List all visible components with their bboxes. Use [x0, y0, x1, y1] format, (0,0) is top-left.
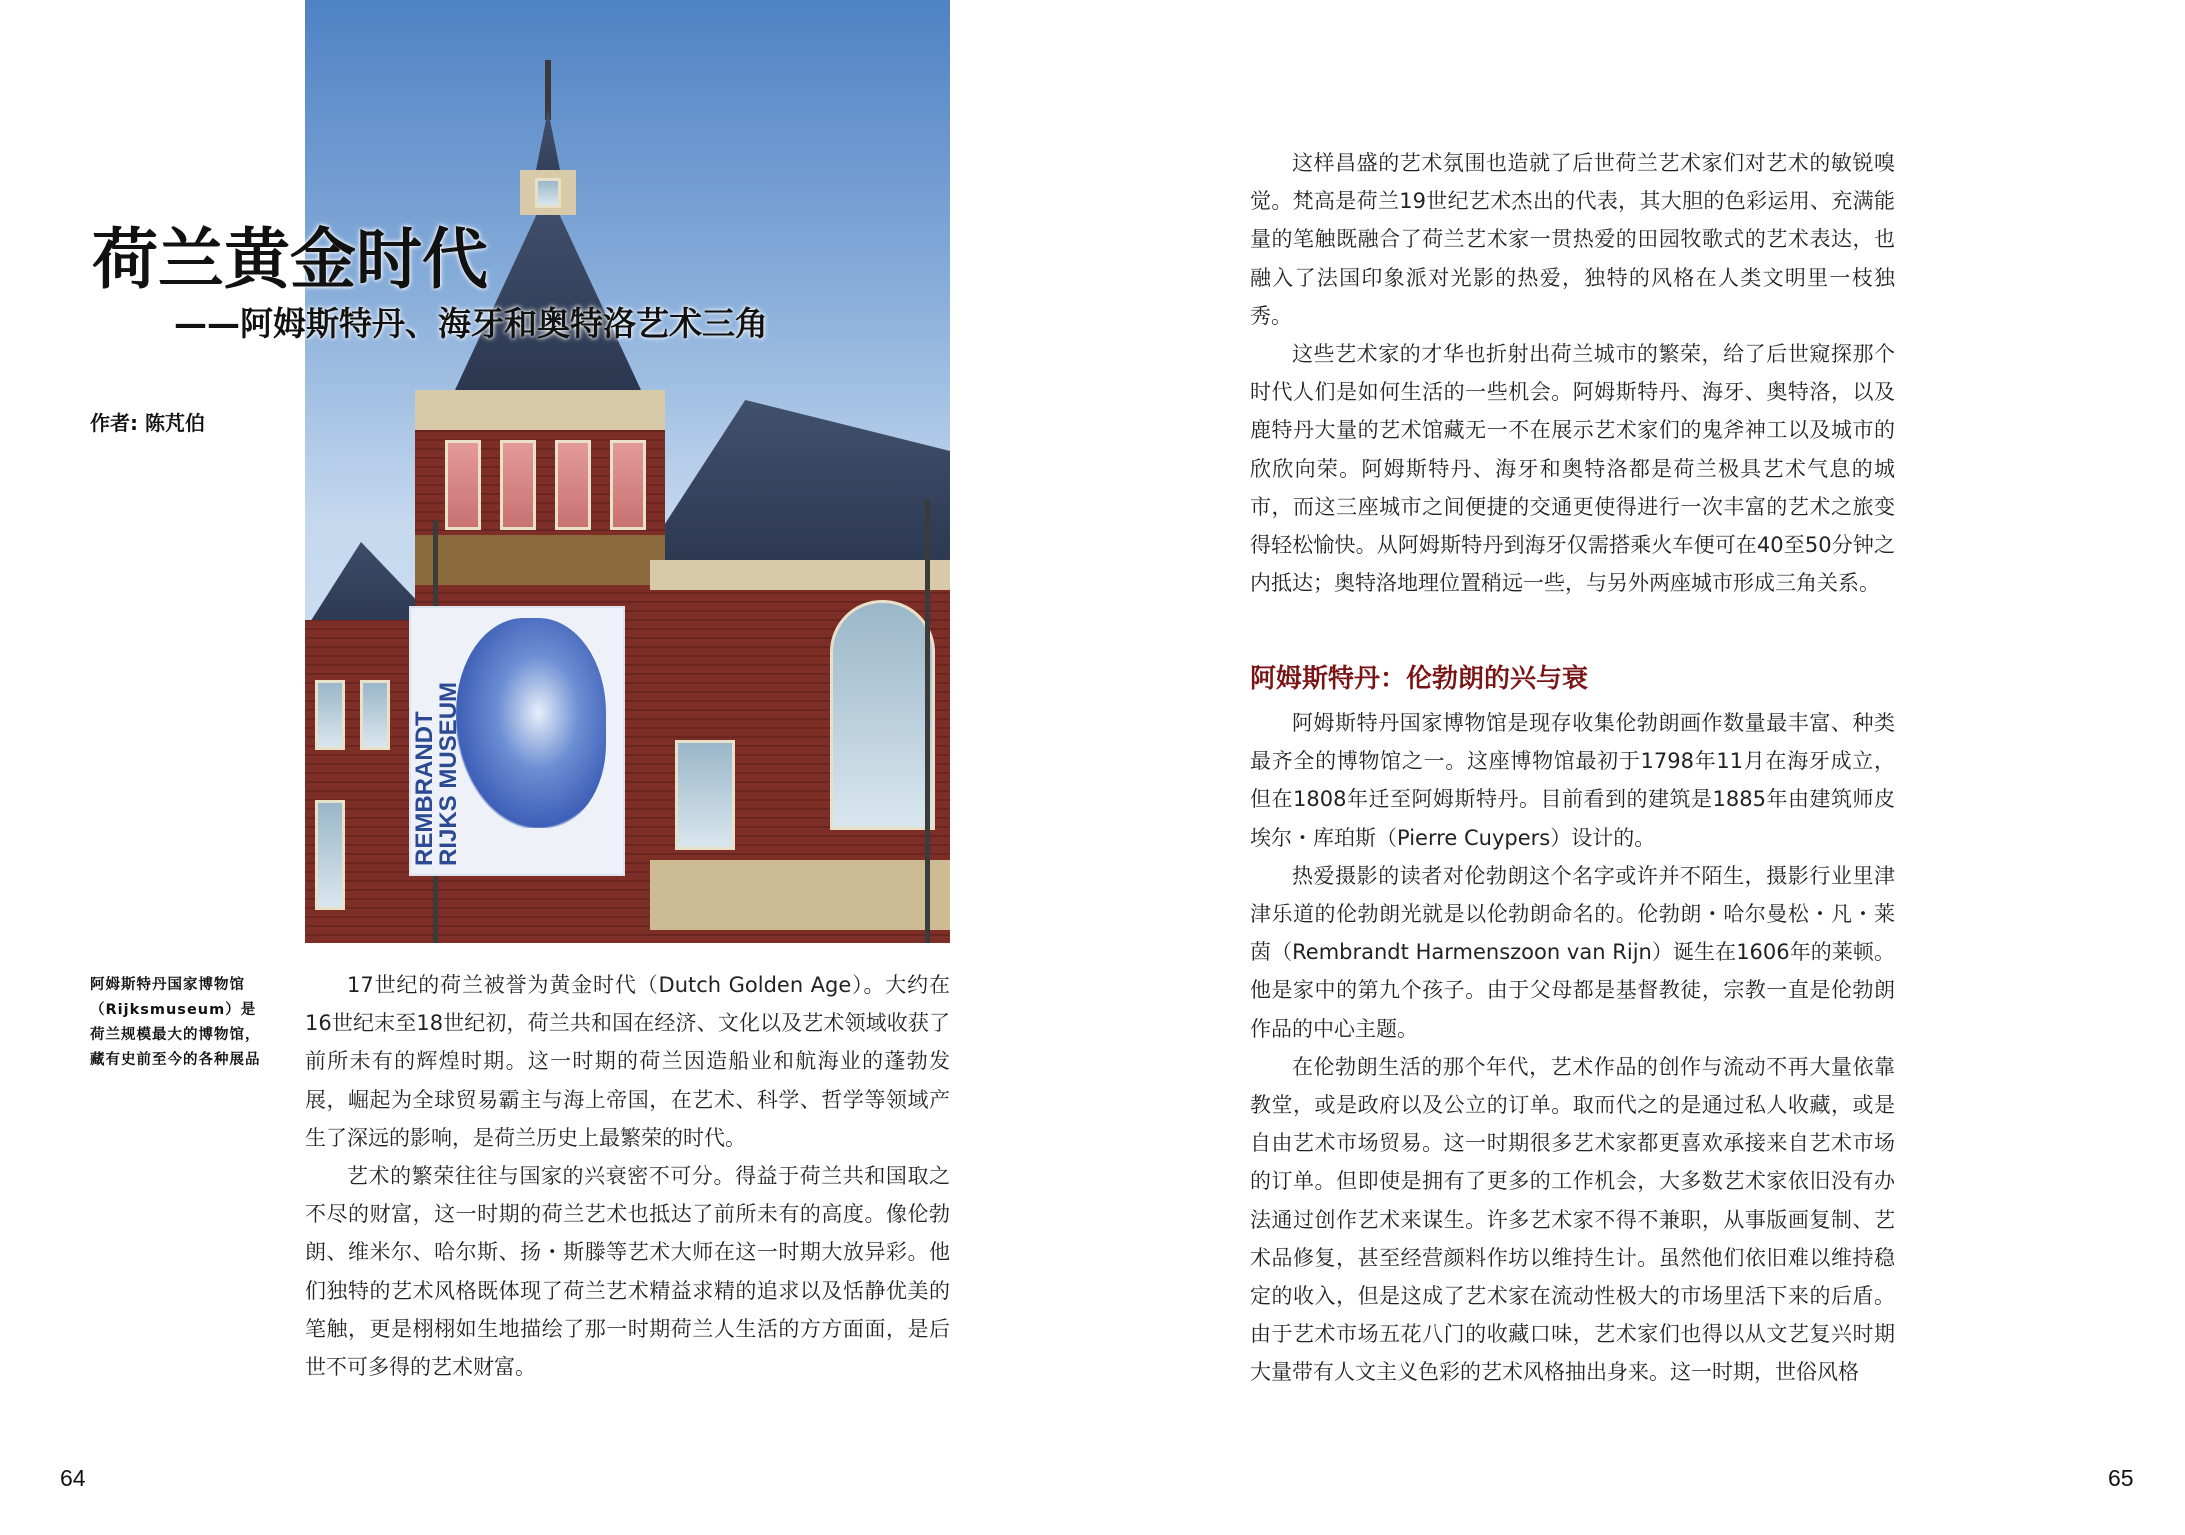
left-page: [0, 0, 1092, 1535]
paragraph: 热爱摄影的读者对伦勃朗这个名字或许并不陌生，摄影行业里津津乐道的伦勃朗光就是以伦勃朗命名的。伦勃朗・哈尔曼松・凡・莱茵（Rembrandt Harmenszoon van Rijn）诞生在1606年的莱顿。他是家中的第九个孩子。由于父母都是基督教徒，宗教一直是伦勃朗作品的中心主题。: [1250, 863, 1895, 1041]
page-number-right: 65: [2108, 1465, 2134, 1491]
article-subtitle: ——阿姆斯特丹、海牙和奥特洛艺术三角: [174, 304, 768, 343]
photo-caption: 阿姆斯特丹国家博物馆（Rijksmuseum）是荷兰规模最大的博物馆，藏有史前至今的各种展品: [90, 977, 261, 1068]
article-title: 荷兰黄金时代: [92, 221, 488, 298]
paragraph: 17世纪的荷兰被誉为黄金时代（Dutch Golden Age）。大约在16世纪末至18世纪初，荷兰共和国在经济、文化以及艺术领域收获了前所未有的辉煌时期。这一时期的荷兰因造船业和航海业的蓬勃发展，崛起为全球贸易霸主与海上帝国，在艺术、科学、哲学等领域产生了深远的影响，是荷兰历史上最繁荣的时代。: [305, 973, 950, 1150]
section-heading: 阿姆斯特丹：伦勃朗的兴与衰: [1250, 664, 1589, 694]
right-page: [1092, 0, 2185, 1535]
banner-text: REMBRANDT RIJKS MUSEUM: [411, 681, 462, 866]
rembrandt-portrait-image: [456, 618, 606, 828]
paragraph: 阿姆斯特丹国家博物馆是现存收集伦勃朗画作数量最丰富、种类最齐全的博物馆之一。这座博物馆最初于1798年11月在海牙成立，但在1808年迁至阿姆斯特丹。目前看到的建筑是1885年由建筑师皮埃尔・库珀斯（Pierre Cuypers）设计的。: [1250, 711, 1895, 850]
paragraph: 这些艺术家的才华也折射出荷兰城市的繁荣，给了后世窥探那个时代人们是如何生活的一些机会。阿姆斯特丹、海牙、奥特洛，以及鹿特丹大量的艺术馆藏无一不在展示艺术家们的鬼斧神工以及城市的欣欣向荣。阿姆斯特丹、海牙和奥特洛都是荷兰极具艺术气息的城市，而这三座城市之间便捷的交通更使得进行一次丰富的艺术之旅变得轻松愉快。从阿姆斯特丹到海牙仅需搭乘火车便可在40至50分钟之内抵达；奥特洛地理位置稍远一些，与另外两座城市形成三角关系。: [1250, 342, 1895, 596]
left-body-text: [305, 966, 950, 1386]
rijksmuseum-photo: [305, 0, 950, 943]
right-body-text-top: [1250, 144, 1895, 602]
rembrandt-banner: [409, 606, 625, 876]
paragraph: 艺术的繁荣往往与国家的兴衰密不可分。得益于荷兰共和国取之不尽的财富，这一时期的荷兰艺术也抵达了前所未有的高度。像伦勃朗、维米尔、哈尔斯、扬・斯滕等艺术大师在这一时期大放异彩。他们独特的艺术风格既体现了荷兰艺术精益求精的追求以及恬静优美的笔触，更是栩栩如生地描绘了那一时期荷兰人生活的方方面面，是后世不可多得的艺术财富。: [305, 1164, 950, 1380]
paragraph: 这样昌盛的艺术氛围也造就了后世荷兰艺术家们对艺术的敏锐嗅觉。梵高是荷兰19世纪艺术杰出的代表，其大胆的色彩运用、充满能量的笔触既融合了荷兰艺术家一贯热爱的田园牧歌式的艺术表达，也融入了法国印象派对光影的热爱，独特的风格在人类文明里一枝独秀。: [1250, 151, 1895, 328]
paragraph: 在伦勃朗生活的那个年代，艺术作品的创作与流动不再大量依靠教堂，或是政府以及公立的订单。取而代之的是通过私人收藏，或是自由艺术市场贸易。这一时期很多艺术家都更喜欢承接来自艺术市场的订单。但即使是拥有了更多的工作机会，大多数艺术家依旧没有办法通过创作艺术来谋生。许多艺术家不得不兼职，从事版画复制、艺术品修复，甚至经营颜料作坊以维持生计。虽然他们依旧难以维持稳定的收入，但是这成了艺术家在流动性极大的市场里活下来的后盾。由于艺术市场五花八门的收藏口味，艺术家们也得以从文艺复兴时期大量带有人文主义色彩的艺术风格抽出身来。这一时期，世俗风格: [1250, 1054, 1895, 1385]
author-line: 作者: 陈芃伯: [90, 411, 205, 435]
page-number-left: 64: [60, 1465, 86, 1491]
right-body-text-bottom: [1250, 704, 1895, 1392]
